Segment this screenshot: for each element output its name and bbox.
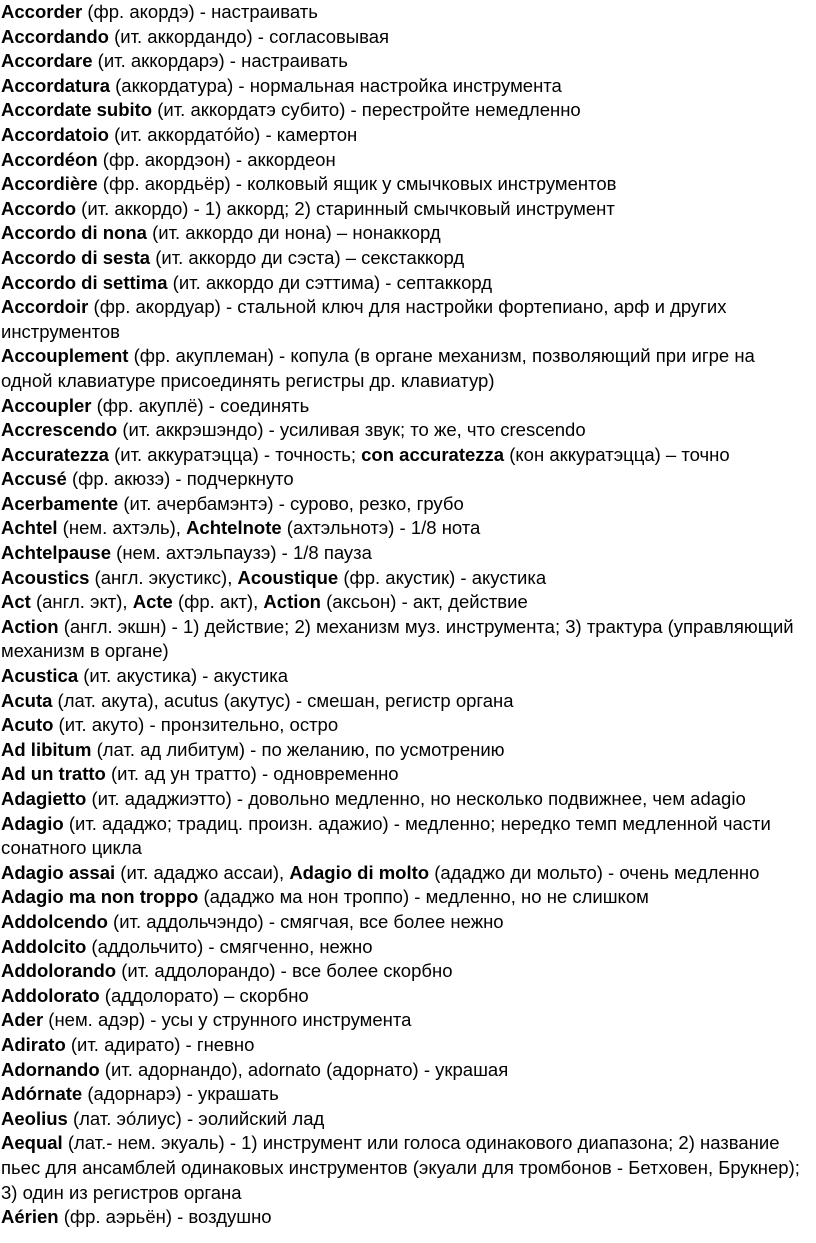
entry-term: Achtel	[1, 517, 58, 539]
entry-definition: (ададжо ма нон троппо) - медленно, но не слишком	[198, 886, 649, 908]
glossary-entry	[1, 492, 811, 517]
entry-definition: (фр. акордьёр) - колковый ящик у смычковых инструментов	[97, 173, 617, 195]
entry-definition: (ит. акустика) - акустика	[78, 665, 289, 687]
entry-definition: (ит. ададжо ассаи),	[115, 861, 290, 883]
entry-definition: (аккордатура) - нормальная настройка инструмента	[109, 74, 562, 96]
entry-definition: (фр. акуплеман) - копула (в органе механизм, позволяющий при игре на одной клавиатуре присоединять регистры др. клавиатур)	[1, 345, 755, 391]
entry-term: Ad libitum	[1, 738, 92, 760]
entry-term: Accordière	[1, 173, 98, 195]
entry-term: con accuratezza	[361, 443, 505, 465]
entry-definition: (кон аккуратэцца) – точно	[504, 443, 730, 465]
glossary-entry	[1, 467, 811, 492]
entry-definition: (фр. акт),	[172, 591, 264, 613]
glossary-entry	[1, 271, 811, 296]
entry-definition: (ит. аккордо) - 1) аккорд; 2) старинный смычковый инструмент	[76, 197, 615, 219]
entry-term: Addolorando	[1, 960, 117, 982]
entry-term: Addolcito	[1, 935, 87, 957]
entry-term: Addolcendo	[1, 910, 108, 932]
entry-definition: (аддольчито) - смягченно, нежно	[86, 935, 373, 957]
glossary-entry	[1, 615, 811, 664]
entry-definition: (ит. аккордо ди сэста) – секстаккорд	[150, 246, 465, 268]
entry-definition: (ит. акуто) - пронзительно, остро	[53, 714, 339, 736]
glossary-entry	[1, 959, 811, 984]
entry-definition: (ит. аккордандо) - согласовывая	[108, 25, 390, 47]
glossary-entry	[1, 738, 811, 763]
entry-term: Adirato	[1, 1033, 66, 1055]
glossary-entry	[1, 418, 811, 443]
glossary-entry	[1, 1107, 811, 1132]
glossary-entry	[1, 74, 811, 99]
glossary-entry	[1, 25, 811, 50]
entry-definition: (ахтэльнотэ) - 1/8 нота	[281, 517, 481, 539]
glossary-entry	[1, 516, 811, 541]
entry-term: Adagio assai	[1, 861, 116, 883]
glossary-entry	[1, 689, 811, 714]
entry-term: Ad un tratto	[1, 763, 106, 785]
entry-term: Accuratezza	[1, 443, 109, 465]
entry-definition: (ит. аддолорандо) - все более скорбно	[116, 960, 453, 982]
entry-definition: (фр. акордэ) - настраивать	[82, 1, 318, 22]
glossary-entry	[1, 443, 811, 468]
entry-term: Acustica	[1, 665, 79, 687]
entry-term: Aeolius	[1, 1107, 68, 1129]
entry-definition: (ит. аккордарэ) - настраивать	[92, 50, 348, 72]
entry-definition: (англ. экшн) - 1) действие; 2) механизм муз. инструмента; 3) трактура (управляющий механизм в органе)	[1, 615, 794, 662]
entry-term: Adornando	[1, 1058, 100, 1080]
entry-term: Accordo di nona	[1, 222, 147, 244]
glossary-entry	[1, 885, 811, 910]
entry-term: Accordatoio	[1, 123, 109, 145]
glossary-entry	[1, 541, 811, 566]
entry-definition: (лат. эóлиус) - эолийский лад	[67, 1107, 325, 1129]
glossary-entry	[1, 664, 811, 689]
entry-definition: (лат. ад либитум) - по желанию, по усмотрению	[91, 738, 505, 760]
entry-term: Acoustics	[1, 566, 90, 588]
entry-term: Action	[263, 591, 321, 613]
glossary-entry	[1, 787, 811, 812]
entry-term: Achtelnote	[186, 517, 282, 539]
glossary-entry	[1, 172, 811, 197]
entry-definition: (ит. аккордо ди нона) – нонаккорд	[146, 222, 441, 244]
entry-term: Accordoir	[1, 296, 89, 318]
glossary-entry	[1, 590, 811, 615]
entry-definition: (англ. экт),	[30, 591, 133, 613]
entry-definition: (ит. адорнандо), adornato (адорнато) - украшая	[99, 1058, 509, 1080]
glossary-entry	[1, 246, 811, 271]
entry-term: Acuta	[1, 689, 53, 711]
glossary-entry	[1, 394, 811, 419]
entry-term: Adagietto	[1, 788, 87, 809]
glossary-entry	[1, 344, 811, 393]
entry-term: Acuto	[1, 714, 54, 736]
entry-definition: (ит. ачербамэнтэ) - сурово, резко, грубо	[118, 492, 464, 514]
entry-term: Accordo di sesta	[1, 246, 151, 268]
glossary-entry	[1, 762, 811, 787]
entry-term: Accordatura	[1, 74, 110, 96]
glossary-entry	[1, 49, 811, 74]
entry-term: Accordo	[1, 197, 77, 219]
entry-definition: (фр. аэрьён) - воздушно	[58, 1206, 272, 1228]
entry-definition: (лат. акута), acutus (акутус) - смешан, регистр органа	[52, 689, 514, 711]
entry-definition: (ит. аккордо ди сэттима) - септаккорд	[167, 271, 493, 293]
entry-definition: (адорнарэ) - украшать	[82, 1083, 279, 1105]
entry-definition: (ит. ад ун тратто) - одновременно	[105, 763, 399, 785]
glossary-entry	[1, 984, 811, 1009]
entry-term: Acte	[132, 591, 173, 613]
entry-definition: (фр. акюзэ) - подчеркнуто	[66, 468, 294, 490]
entry-definition: (ит. аккрэшэндо) - усиливая звук; то же, что crescendo	[117, 419, 586, 441]
entry-definition: (фр. акуплё) - соединять	[91, 394, 310, 416]
entry-term: Adagio di molto	[289, 861, 430, 883]
entry-definition: (ит. ададжо; традиц. произн. адажио) - медленно; нередко темп медленной части сонатного цикла	[1, 812, 771, 859]
entry-term: Addolorato	[1, 984, 100, 1006]
entry-term: Accoupler	[1, 394, 92, 416]
glossary-entry	[1, 148, 811, 173]
entry-definition: (ит. аккуратэцца) - точность;	[108, 443, 362, 465]
glossary-entry	[1, 1033, 811, 1058]
entry-definition: (фр. акордэон) - аккордеон	[97, 148, 336, 170]
glossary-entry	[1, 295, 811, 344]
glossary-entry	[1, 1131, 811, 1205]
entry-term: Accorder	[1, 1, 83, 22]
glossary-entry	[1, 0, 811, 25]
entry-definition: (аксьон) - акт, действие	[320, 591, 528, 613]
entry-term: Accordo di settima	[1, 271, 168, 293]
glossary-entry	[1, 123, 811, 148]
entry-term: Accordare	[1, 50, 93, 72]
entry-term: Aérien	[1, 1206, 59, 1228]
entry-term: Acerbamente	[1, 492, 119, 514]
entry-definition: (фр. акордуар) - стальной ключ для настройки фортепиано, арф и других инструментов	[1, 296, 727, 342]
entry-term: Adagio ma non troppo	[1, 886, 199, 908]
glossary-entry	[1, 1205, 811, 1230]
entry-definition: (ит. аккордатóйо) - камертон	[108, 123, 358, 145]
glossary-entry	[1, 812, 811, 861]
entry-definition: (нем. адэр) - усы у струнного инструмента	[43, 1009, 412, 1031]
glossary-entry	[1, 713, 811, 738]
glossary-entry	[1, 1008, 811, 1033]
entry-term: Achtelpause	[1, 542, 112, 564]
entry-definition: (нем. ахтэль),	[57, 517, 187, 539]
entry-definition: (ададжо ди мольто) - очень медленно	[429, 861, 760, 883]
glossary-entry	[1, 861, 811, 886]
entry-term: Accordando	[1, 25, 109, 47]
entry-term: Adagio	[1, 812, 64, 834]
entry-definition: (нем. ахтэльпаузэ) - 1/8 пауза	[111, 542, 372, 564]
entry-term: Ader	[1, 1009, 44, 1031]
glossary-entry	[1, 1058, 811, 1083]
entry-definition: (ит. адирато) - гневно	[65, 1033, 255, 1055]
entry-term: Act	[1, 591, 31, 613]
entry-term: Accordéon	[1, 148, 98, 170]
glossary-entry	[1, 98, 811, 123]
entry-term: Accrescendo	[1, 419, 118, 441]
glossary-entry	[1, 566, 811, 591]
entry-definition: (фр. акустик) - акустика	[338, 566, 547, 588]
glossary-entry	[1, 197, 811, 222]
glossary-entry	[1, 910, 811, 935]
entry-definition: (англ. экустикс),	[89, 566, 238, 588]
entry-term: Acoustique	[237, 566, 339, 588]
entry-definition: (ит. аккордатэ субито) - перестройте немедленно	[152, 99, 581, 121]
entry-term: Accusé	[1, 468, 67, 490]
entry-definition: (аддолорато) – скорбно	[99, 984, 309, 1006]
entry-term: Action	[1, 615, 59, 637]
entry-definition: (ит. аддольчэндо) - смягчая, все более нежно	[107, 910, 504, 932]
entry-definition: (лат.- нем. экуаль) - 1) инструмент или голоса одинакового диапазона; 2) название пьес для ансамблей одинаковых инструментов (экуали для тромбонов - Бетховен, Брукнер); 3) один из регистров органа	[1, 1132, 800, 1203]
entry-term: Adórnate	[1, 1083, 83, 1105]
entry-term: Accouplement	[1, 345, 129, 367]
glossary-entry	[1, 221, 811, 246]
entry-term: Accordate subito	[1, 99, 153, 121]
glossary-entry	[1, 935, 811, 960]
entry-definition: (ит. ададжиэтто) - довольно медленно, но несколько подвижнее, чем adagio	[86, 788, 746, 809]
entry-term: Aequal	[1, 1132, 63, 1154]
glossary-entry	[1, 1082, 811, 1107]
